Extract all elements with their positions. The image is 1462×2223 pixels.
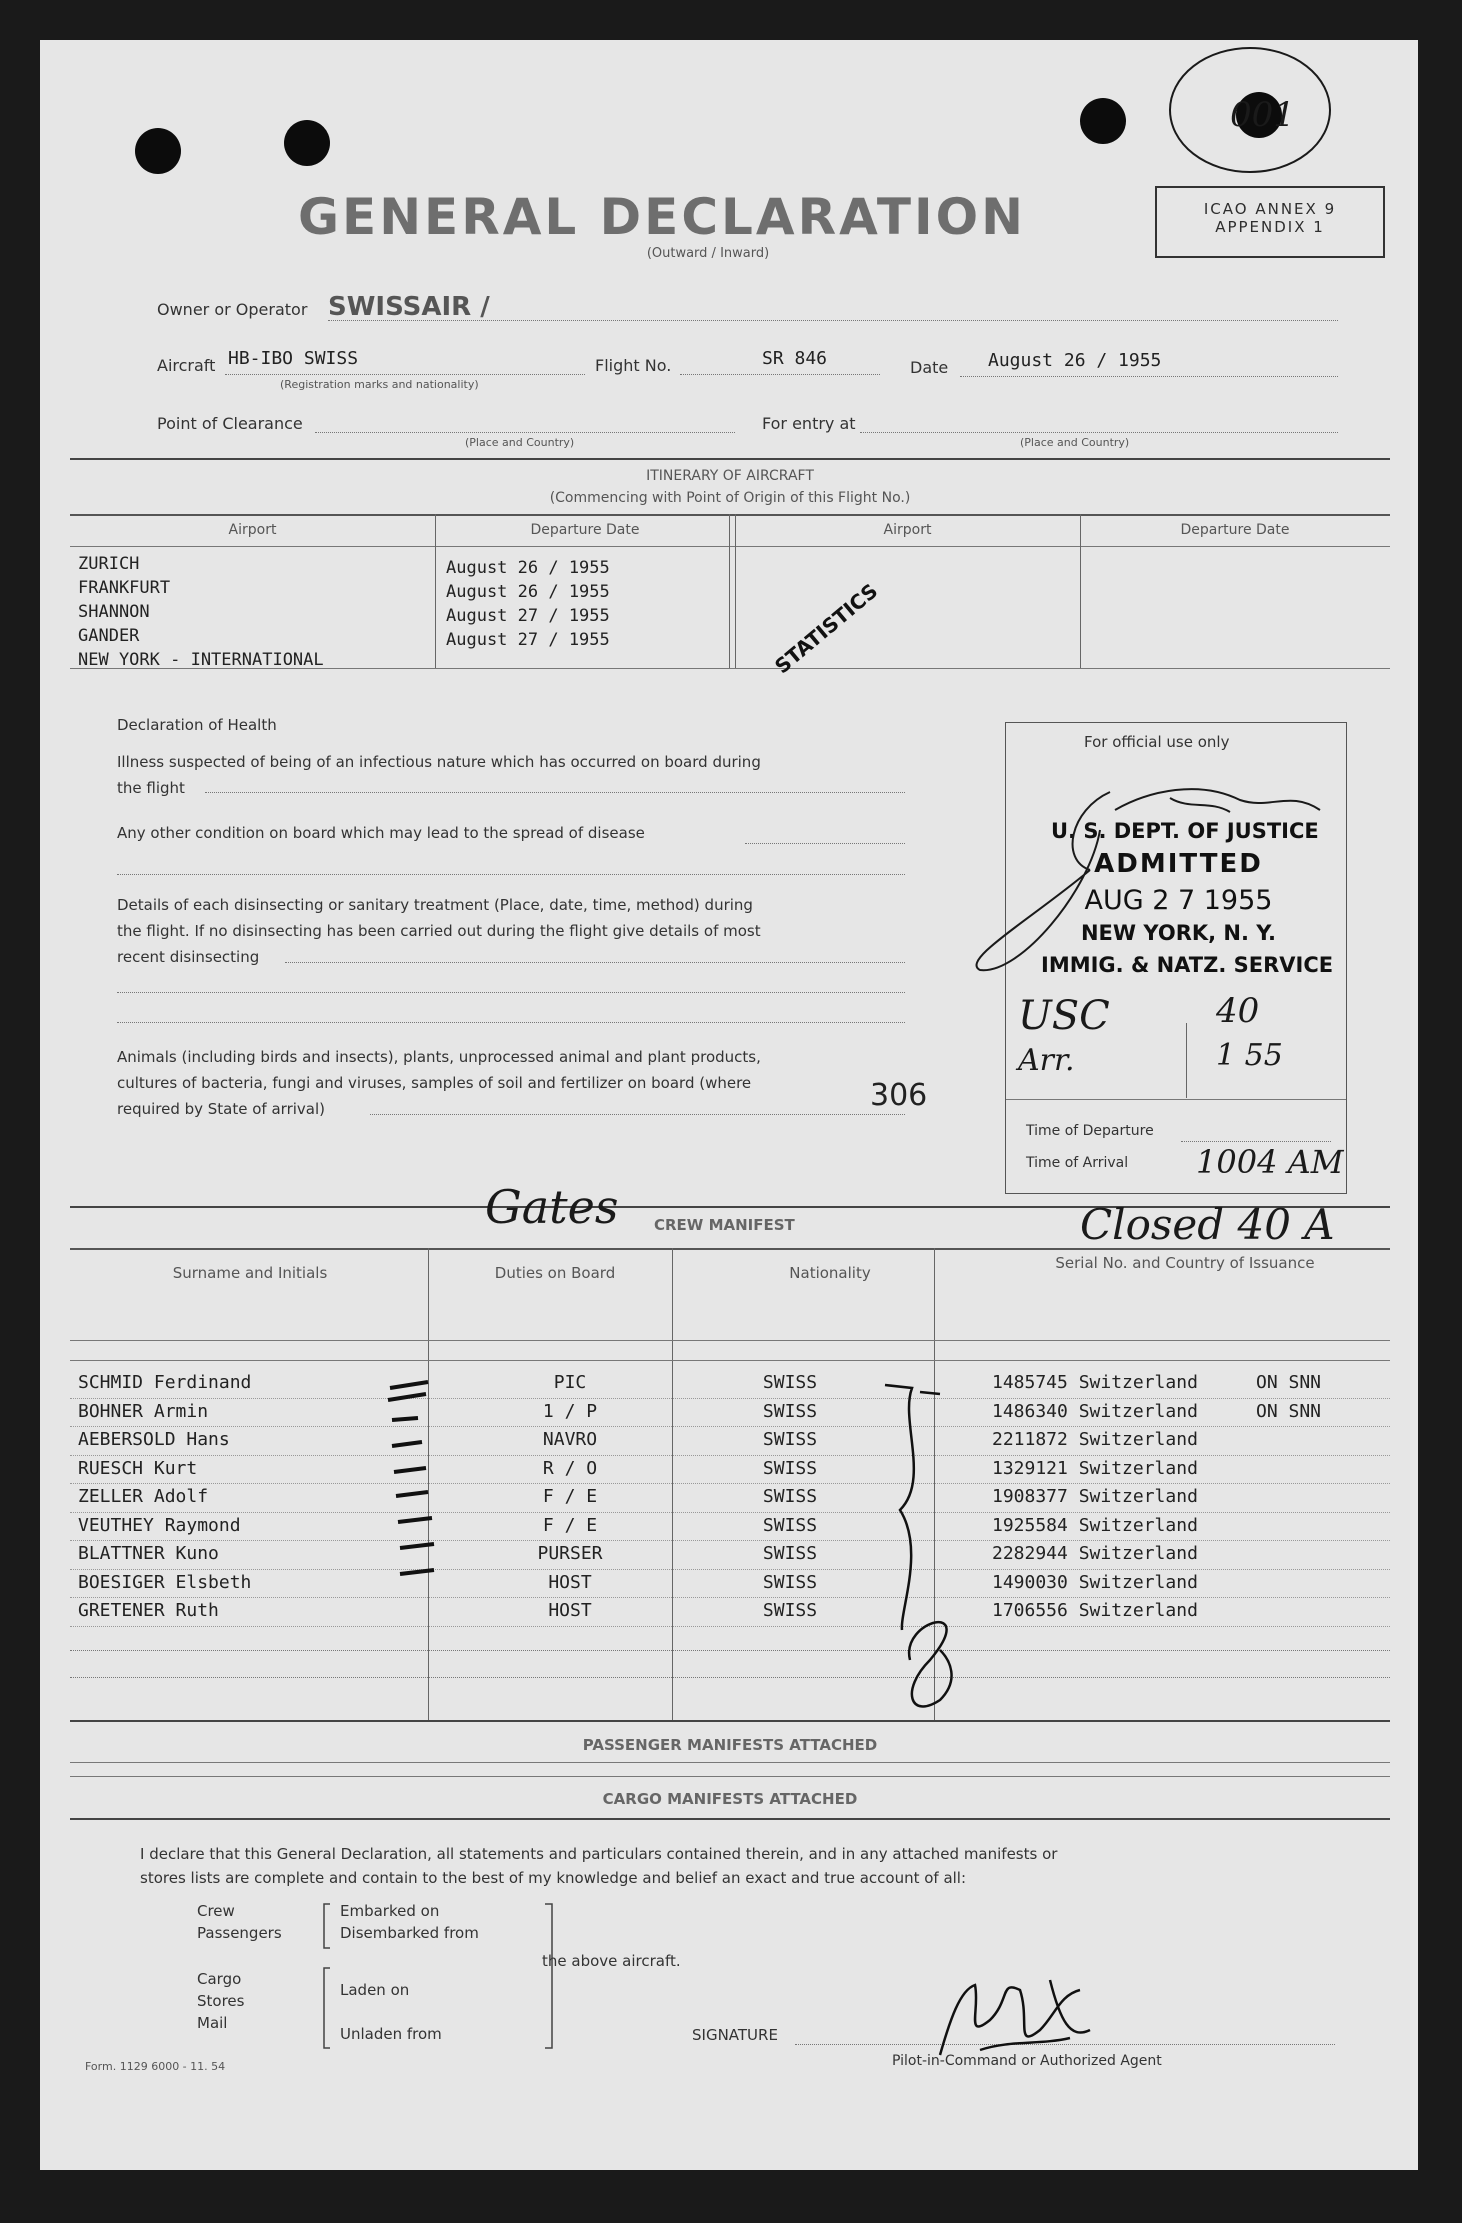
crew-duty: PURSER — [537, 1543, 603, 1564]
crew-serial: 2211872 Switzerland — [992, 1429, 1198, 1450]
crew-name: SCHMID Ferdinand — [78, 1372, 252, 1393]
official-hand-number: 40 — [1216, 991, 1260, 1031]
crew-header-nationality: Nationality — [789, 1264, 871, 1282]
crew-name: RUESCH Kurt — [78, 1457, 198, 1479]
illness-line-2: the flight — [117, 779, 185, 797]
declaration-braces — [320, 1898, 580, 2058]
crew-name: AEBERSOLD Hans — [78, 1429, 230, 1450]
crew-name: BLATTNER Kuno — [78, 1543, 219, 1564]
flight-value: SR 846 — [762, 348, 828, 369]
above-aircraft: the above aircraft. — [542, 1952, 681, 1970]
crew-serial: 1490030 Switzerland — [992, 1571, 1198, 1593]
aircraft-value: HB-IBO SWISS — [228, 348, 359, 369]
aircraft-caption: (Registration marks and nationality) — [280, 378, 479, 391]
crew-serial: 1925584 Switzerland — [992, 1514, 1198, 1536]
official-hand-usc: USC — [1018, 993, 1110, 1039]
health-number: 306 — [870, 1078, 928, 1113]
flight-label: Flight No. — [595, 356, 672, 375]
crew-hand-right: Closed 40 A — [1080, 1200, 1335, 1249]
action-unladen: Unladen from — [340, 2025, 442, 2043]
punch-hole — [284, 120, 330, 166]
declaration-line-2: stores lists are complete and contain to the best of my knowledge and belief an exact and true account of all: — [140, 1869, 967, 1887]
form-number: Form. 1129 6000 - 11. 54 — [85, 2060, 226, 2073]
crew-duty: HOST — [548, 1600, 592, 1621]
itinerary-airport: ZURICH — [78, 554, 140, 574]
itinerary-date: August 27 / 1955 — [446, 630, 610, 650]
itinerary-header-airport-1: Airport — [228, 522, 277, 538]
category-passengers: Passengers — [197, 1924, 282, 1942]
punch-hole — [135, 128, 181, 174]
crew-header-name: Surname and Initials — [172, 1264, 328, 1282]
crew-nationality: SWISS — [762, 1372, 818, 1393]
crew-note: ON SNN — [1256, 1372, 1322, 1393]
statistics-stamp: STATISTICS — [770, 578, 883, 679]
annex-line: ICAO ANNEX 9 — [1203, 200, 1337, 218]
crew-nationality: SWISS — [762, 1429, 818, 1450]
health-title: Declaration of Health — [117, 716, 277, 734]
signature-caption: Pilot-in-Command or Authorized Agent — [892, 2053, 1162, 2069]
entry-label: For entry at — [762, 414, 856, 433]
itinerary-dates — [440, 558, 730, 654]
crew-duty: NAVRO — [542, 1429, 598, 1450]
crew-nationality: SWISS — [762, 1514, 818, 1536]
action-laden: Laden on — [340, 1981, 410, 1999]
arrival-label: Time of Arrival — [1026, 1155, 1129, 1171]
declaration-sheet — [40, 40, 1418, 2170]
itinerary-subtitle: (Commencing with Point of Origin of this Flight No.) — [549, 490, 911, 506]
illness-line-1: Illness suspected of being of an infectious nature which has occurred on board during — [117, 753, 761, 771]
crew-nationality: SWISS — [762, 1600, 818, 1621]
animals-line-3: required by State of arrival) — [117, 1100, 326, 1118]
crew-name: GRETENER Ruth — [78, 1600, 219, 1621]
crew-nationality: SWISS — [762, 1457, 818, 1479]
animals-line-1: Animals (including birds and insects), plants, unprocessed animal and plant products, — [117, 1048, 761, 1066]
date-value: August 26 / 1955 — [988, 350, 1162, 371]
owner-label: Owner or Operator — [157, 300, 308, 319]
crew-duty: PIC — [553, 1372, 587, 1393]
crew-title: CREW MANIFEST — [654, 1216, 795, 1234]
crew-serial: 1706556 Switzerland — [992, 1600, 1198, 1621]
crew-header-serial: Serial No. and Country of Issuance — [1055, 1254, 1315, 1272]
stamp-date: AUG 2 7 1955 — [1084, 885, 1273, 916]
health-illness — [117, 749, 977, 801]
stamp-admitted: ADMITTED — [1094, 849, 1263, 879]
clearance-label: Point of Clearance — [157, 414, 303, 433]
icao-annex-box — [1155, 186, 1385, 258]
crew-name: BOHNER Armin — [78, 1400, 209, 1422]
official-hand-date: 1 55 — [1216, 1038, 1283, 1073]
crew-serial: 1485745 Switzerland — [992, 1372, 1198, 1393]
category-group-2 — [197, 1968, 244, 2034]
crew-serial: 1908377 Switzerland — [992, 1486, 1198, 1507]
action-disembarked: Disembarked from — [340, 1924, 479, 1942]
itinerary-date: August 27 / 1955 — [446, 606, 610, 626]
health-animals — [117, 1044, 977, 1122]
itinerary-airport: NEW YORK - INTERNATIONAL — [78, 650, 324, 670]
itinerary-header-date-2: Departure Date — [1180, 522, 1290, 538]
form-subtitle: (Outward / Inward) — [646, 246, 770, 261]
itinerary-header-airport-2: Airport — [883, 522, 932, 538]
punch-hole — [1080, 98, 1126, 144]
stamp-city: NEW YORK, N. Y. — [1080, 921, 1276, 945]
stamp-service: IMMIG. & NATZ. SERVICE — [1041, 953, 1334, 977]
crew-nationality: SWISS — [762, 1486, 818, 1507]
crew-nationality: SWISS — [762, 1400, 818, 1422]
itinerary-date: August 26 / 1955 — [446, 582, 610, 602]
disinsecting-line-2: the flight. If no disinsecting has been carried out during the flight give details of most — [117, 922, 761, 940]
itinerary-airport: SHANNON — [78, 602, 150, 622]
action-embarked: Embarked on — [340, 1902, 440, 1920]
signature-label: SIGNATURE — [692, 2026, 778, 2044]
crew-duty: HOST — [548, 1571, 592, 1593]
category-group-1 — [197, 1900, 282, 1944]
category-cargo: Cargo — [197, 1970, 242, 1988]
crew-nationality: SWISS — [762, 1571, 818, 1593]
crew-serial: 1329121 Switzerland — [992, 1457, 1198, 1479]
stamp-dept: U. S. DEPT. OF JUSTICE — [1051, 819, 1319, 843]
crew-hand-left: Gates — [485, 1180, 619, 1234]
form-title: GENERAL DECLARATION — [298, 188, 1026, 246]
appendix-line: APPENDIX 1 — [1215, 218, 1325, 236]
crew-name: VEUTHEY Raymond — [78, 1514, 241, 1536]
itinerary-list — [70, 554, 440, 674]
official-signature-scribble — [940, 770, 1380, 1000]
official-hand-arr: Arr. — [1018, 1043, 1075, 1078]
aircraft-label: Aircraft — [157, 356, 216, 375]
declaration-line-1: I declare that this General Declaration, all statements and particulars contained therein, and in any attached manifests or — [140, 1845, 1058, 1863]
itinerary-airport: GANDER — [78, 626, 140, 646]
category-crew: Crew — [197, 1902, 235, 1920]
disinsecting-line-3: recent disinsecting — [117, 948, 260, 966]
crew-header-duty: Duties on Board — [494, 1264, 616, 1282]
disinsecting-line-1: Details of each disinsecting or sanitary treatment (Place, date, time, method) during — [117, 896, 753, 914]
category-stores: Stores — [197, 1992, 245, 2010]
crew-duty: F / E — [542, 1514, 598, 1536]
health-disinsecting — [117, 892, 977, 970]
clearance-caption: (Place and Country) — [465, 436, 575, 449]
category-mail: Mail — [197, 2014, 228, 2032]
crew-duty: R / O — [542, 1457, 598, 1479]
health-condition: Any other condition on board which may lead to the spread of disease — [117, 824, 645, 842]
cargo-manifests: CARGO MANIFESTS ATTACHED — [602, 1790, 858, 1808]
itinerary-header-date-1: Departure Date — [530, 522, 640, 538]
entry-caption: (Place and Country) — [1020, 436, 1130, 449]
crew-serial: 1486340 Switzerland — [992, 1400, 1198, 1422]
corner-number: 001 — [1230, 95, 1295, 135]
declaration-text — [140, 1842, 1370, 1890]
animals-line-2: cultures of bacteria, fungi and viruses, samples of soil and fertilizer on board (where — [117, 1074, 752, 1092]
arrival-value: 1004 AM — [1196, 1143, 1344, 1181]
itinerary-title: ITINERARY OF AIRCRAFT — [646, 468, 814, 484]
itinerary-date: August 26 / 1955 — [446, 558, 610, 578]
crew-name: ZELLER Adolf — [78, 1486, 209, 1507]
departure-label: Time of Departure — [1026, 1123, 1154, 1139]
itinerary-airport: FRANKFURT — [78, 578, 171, 598]
crew-duty: 1 / P — [542, 1400, 598, 1422]
crew-note: ON SNN — [1256, 1400, 1322, 1422]
owner-value: SWISSAIR / — [328, 292, 490, 322]
crew-nationality: SWISS — [762, 1543, 818, 1564]
crew-check-marks — [340, 1360, 960, 1740]
crew-duty: F / E — [542, 1486, 598, 1507]
crew-serial: 2282944 Switzerland — [992, 1543, 1198, 1564]
passenger-manifests: PASSENGER MANIFESTS ATTACHED — [582, 1736, 878, 1754]
crew-name: BOESIGER Elsbeth — [78, 1571, 252, 1593]
official-label: For official use only — [1084, 733, 1230, 751]
date-label: Date — [910, 358, 949, 377]
